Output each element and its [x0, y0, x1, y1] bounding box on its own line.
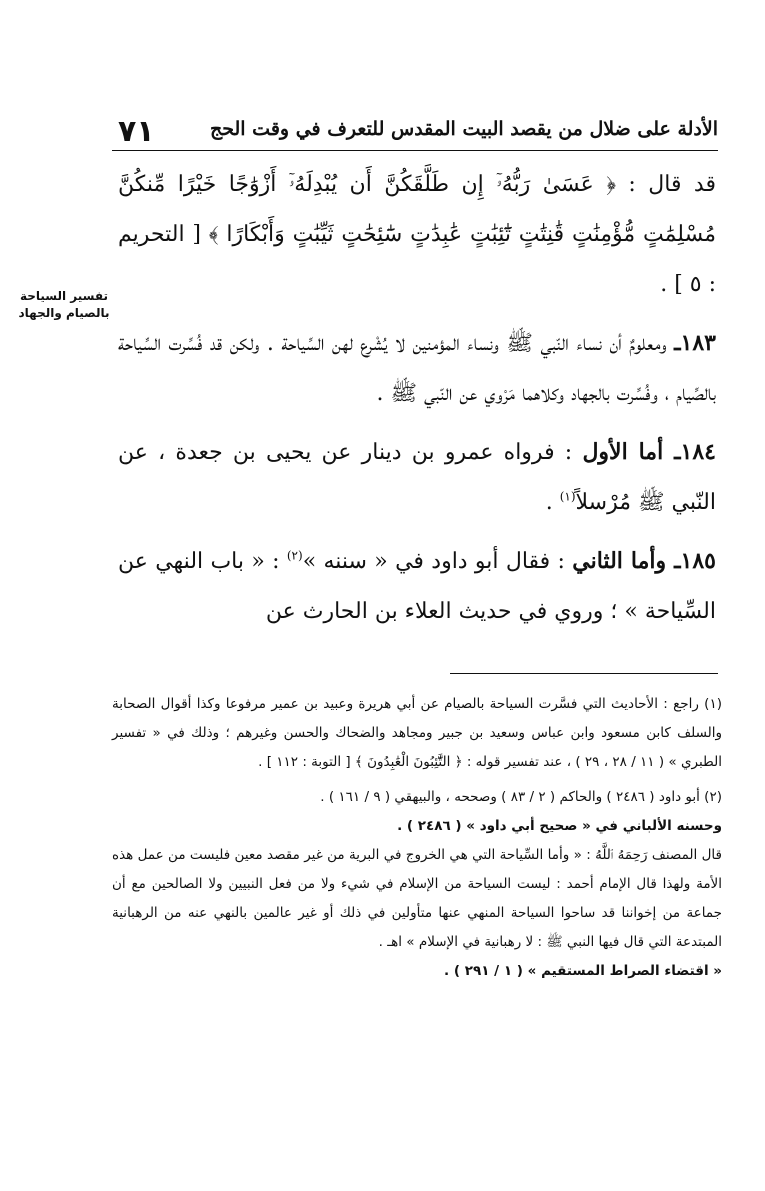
paragraph-number: ١٨٤ـ [674, 439, 716, 465]
footnote-marker[interactable]: (٢) [286, 548, 303, 563]
paragraph-text-continued: : « باب النهي عن السِّياحة » ؛ وروي في حديث العلاء بن الحارث عن [118, 549, 716, 624]
footnote-marker[interactable]: (١) [559, 489, 576, 504]
paragraph-number: ١٨٥ـ [674, 548, 716, 574]
paragraph-text: : فرواه عمرو بن دينار عن يحيى بن جعدة ، عن النّبي ﷺ مُرْسلاً [118, 440, 716, 515]
footnote-2-line: وحسنه الألباني في « صحيح أبي داود » ( ٢٤٨٦ ) . [397, 818, 722, 834]
page-header [112, 110, 718, 150]
footnote-2-line: (٢) أبو داود ( ٢٤٨٦ ) والحاكم ( ٢ / ٨٣ ) وصححه ، والبيهقي ( ٩ / ١٦١ ) . [320, 789, 722, 805]
footnote-1: (١) راجع : الأحاديث التي فسَّرت السياحة بالصيام عن أبي هريرة وعبيد بن عمير مرفوعا وكذا أقوال الصحابة والسلف كابن مسعود وابن عباس وسعيد بن جبير ومجاهد والضحاك والحسن وغيرهم ؛ وذلك في « تفسير الطبري » ( ١١ / ٢٨ ، ٢٩ ) ، عند تفسير قوله : ﴿ التَّٰٓئِبُونَ الْعَٰبِدُونَ ﴾ [ التوبة : ١١٢ ] . [112, 696, 722, 770]
paragraph-end: . [545, 490, 560, 515]
paragraph-184 [118, 427, 716, 528]
footnote-2-source: « اقتضاء الصراط المستقيم » ( ١ / ٢٩١ ) . [444, 963, 722, 979]
paragraph-183 [118, 318, 716, 419]
quran-verse: ﴿ عَسَىٰ رَبُّهُۥٓ إِن طَلَّقَكُنَّ أَن يُبْدِلَهُۥٓ أَزْوَٰجًا خَيْرًا مِّنكُنَّ مُسْلِمَٰتٍ مُّؤْمِنَٰتٍ قَٰنِتَٰتٍ تَٰٓئِبَٰتٍ عَٰبِدَٰتٍ سَٰٓئِحَٰتٍ ثَيِّبَٰتٍ وَأَبْكَارًا ﴾ [118, 172, 716, 247]
margin-note-line: تفسير السياحة [19, 289, 109, 303]
main-text [118, 160, 716, 645]
footnote-divider [450, 673, 718, 674]
paragraph-label: أما الأول [582, 439, 675, 465]
paragraph-intro [118, 160, 716, 310]
page-number: ٧١ [118, 114, 155, 149]
footnotes [112, 690, 722, 986]
verse-reference: [ التحريم : ٥ ] . [118, 222, 716, 297]
header-divider [112, 150, 718, 151]
running-title: الأدلة على ضلال من يقصد البيت المقدس للتعرف في وقت الحج [209, 118, 718, 140]
paragraph-text: : فقال أبو داود في « سننه » [302, 549, 573, 574]
paragraph-number: ١٨٣ـ [674, 330, 716, 356]
paragraph-label: وأما الثاني [572, 548, 675, 574]
margin-note [14, 288, 114, 322]
footnote-2-quote: قال المصنف رَحِمَهُ ٱللَّهُ : « وأما السِّياحة التي هي الخروج في البرية من غير مقصد معين فليست من عمل هذه الأمة ولهذا قال الإمام أحمد : ليست السياحة من الإسلام في شيء ولا من فعل النبيين ولا الصالحين مع أن جماعة من إخواننا قد ساحوا السياحة المنهي عنها متأولين في ذلك أو غير عالمين بالنهي عنه من الرهبانية المبتدعة التي قال فيها النبي ﷺ : لا رهبانية في الإسلام » اهـ . [112, 847, 722, 950]
paragraph-text: ومعلومٌ أن نساء النّبي ﷺ ونساء المؤمنين لا يُشْرع لهن السِّياحة . ولكن قد فُسِّرت السِّياحة بالصِّيام ، وفُسِّرت بالجهاد وكلاهما مَرْوي عن النّبي ﷺ . [118, 331, 716, 406]
margin-note-line: بالصيام والجهاد [18, 306, 110, 320]
paragraph-185 [118, 536, 716, 637]
intro-lead: قد قال : [615, 172, 716, 197]
